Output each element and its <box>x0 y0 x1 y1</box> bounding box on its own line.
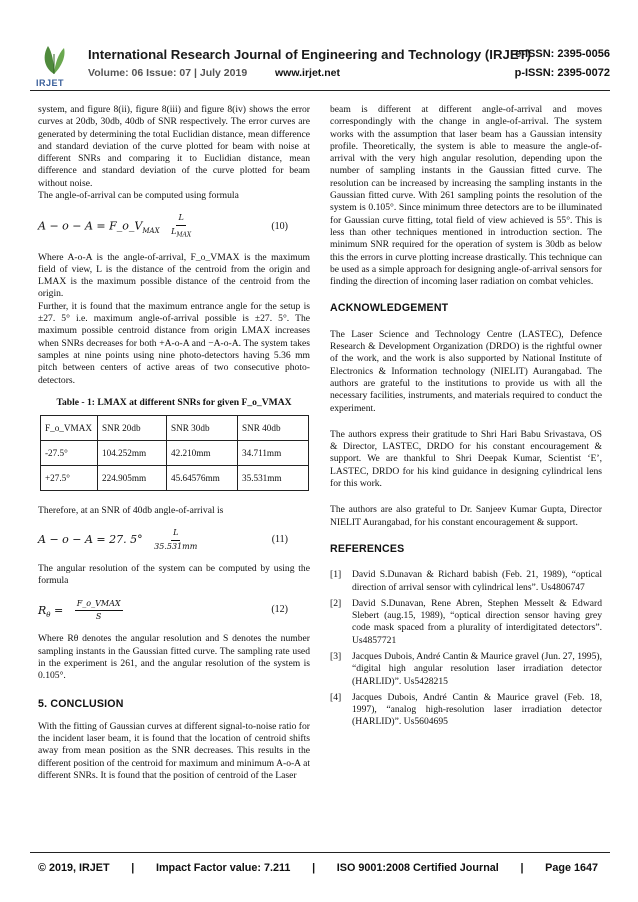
table-header-cell: SNR 40db <box>238 416 309 441</box>
table-cell: 104.252mm <box>98 441 167 466</box>
table-cell: -27.5° <box>41 441 98 466</box>
paragraph: The angle-of-arrival can be computed using formula <box>38 190 239 202</box>
page-footer <box>38 862 598 874</box>
reference-item <box>330 692 602 729</box>
volume-issue: Volume: 06 Issue: 07 | July 2019 <box>88 67 248 79</box>
reference-number: [4] <box>330 691 342 703</box>
footer-separator: | <box>520 862 524 874</box>
eq-den-sub: MAX <box>176 231 192 239</box>
table-cell: 45.64576mm <box>167 466 238 491</box>
table-header-cell: F_o_VMAX <box>41 416 98 441</box>
equation-number: (10) <box>271 220 288 232</box>
paragraph: The angular resolution of the system can be computed by using the formula <box>38 563 310 587</box>
reference-text: David S.Dunavan, Rene Abren, Stephen Messelt & Edward Slebert (aug.15, 1989), “optical direction sensor having grey code mask spaced from a plurality of interdigitated detectors”. Us4857721 <box>352 597 602 646</box>
reference-number: [2] <box>330 597 342 609</box>
equation-number: (11) <box>271 534 288 546</box>
table-caption: Table - 1: LMAX at different SNRs for given F_o_VMAX <box>56 396 292 408</box>
paragraph: The authors are also grateful to Dr. Sanjeev Kumar Gupta, Director NIELIT Aurangabad, for his constant encouragement & support. <box>330 504 602 528</box>
paragraph: Further, it is found that the maximum entrance angle for the setup is ±27. 5° i.e. maximum angle-of-arrival possible is ±27. 5°. The maximum possible centroid distance from origin LMAX increases when SNRs decreases for both +A-o-A and −A-o-A. The system takes samples at nine points using nine photo-detectors having 5.36 mm pitch between centers of active areas of two consecutive photo-detectors. <box>38 300 310 386</box>
table-cell: 42.210mm <box>167 441 238 466</box>
p-issn: p-ISSN: 2395-0072 <box>514 67 610 79</box>
e-issn: e-ISSN: 2395-0056 <box>515 48 610 60</box>
table-header-cell: SNR 30db <box>167 416 238 441</box>
section-heading-conclusion: 5. CONCLUSION <box>38 698 124 711</box>
eq-denominator: L <box>171 226 177 236</box>
table-cell: 224.905mm <box>98 466 167 491</box>
eq-sub: θ <box>46 610 51 619</box>
reference-number: [3] <box>330 650 342 662</box>
lmax-table <box>40 415 309 491</box>
reference-text: Jacques Dubois, André Cantin & Maurice gravel (Jun. 27, 1995), “digital high angular resolution laser irradiation detector (HARLID)”. Us5428215 <box>352 650 602 687</box>
eq-denominator: 35.531mm <box>154 541 198 551</box>
left-column <box>38 104 310 782</box>
table-header-row <box>41 416 309 441</box>
footer-separator: | <box>131 862 135 874</box>
footer-rule <box>30 852 610 853</box>
leaf-logo-icon <box>36 42 72 76</box>
equation-10 <box>38 212 310 241</box>
equation-12: $R_\theta$ = $\frac{\text{F\_o\_VMAX}}{S}$ (12) <box>38 598 310 624</box>
footer-page-number: Page 1647 <box>545 862 598 874</box>
eq-lhs: R <box>38 603 47 617</box>
journal-header <box>30 42 610 86</box>
paragraph: Where Rθ denotes the angular resolution and S denotes the number sampling instants in the Gaussian fitted curve. The sampling rate used in the experiment is 261, and the angular resolution of the system is 0.105°. <box>38 633 310 682</box>
journal-website: www.irjet.net <box>275 67 340 79</box>
eq-numerator: L <box>171 527 180 540</box>
eq-lhs: A − o − A = 27. 5° <box>38 533 143 547</box>
reference-text: David S.Dunavan & Richard babish (Feb. 21, 1989), “optical direction of arrival sensor with cylindrical lens”. Us4806747 <box>352 569 602 593</box>
journal-title: International Research Journal of Engineering and Technology (IRJET) <box>88 47 532 62</box>
eq-sub: MAX <box>142 227 160 236</box>
paragraph: The authors express their gratitude to Shri Hari Babu Srivastava, OS & Director, LASTEC, DRDO for his constant encouragement & support. We are thankful to Shri Deepak Kumar, Scientist ‘E’, LASTEC, DRDO for his kind guidance in designing cylindrical lens for this work. <box>330 428 602 490</box>
reference-number: [1] <box>330 569 342 581</box>
paragraph: Where A-o-A is the angle-of-arrival, F_o_VMAX is the maximum field of view, L is the distance of the centroid from the origin and LMAX is the maximum possible distance of the centroid from the origin. <box>38 251 310 300</box>
irjet-logo <box>36 42 72 86</box>
footer-iso: ISO 9001:2008 Certified Journal <box>336 862 499 874</box>
right-column <box>330 104 602 733</box>
eq-numerator: L <box>176 212 185 225</box>
header-rule <box>30 90 610 91</box>
eq-denominator: S <box>95 611 102 621</box>
reference-item <box>330 651 602 688</box>
logo-text: IRJET <box>36 78 65 88</box>
eq-lhs: A − o − A = F_o_V <box>38 219 143 233</box>
reference-item <box>330 569 602 594</box>
reference-text: Jacques Dubois, André Cantin & Maurice gravel (Feb. 18, 1997), “analog high-resolution laser irradiation detector (HARLID)”. Us5604695 <box>352 691 602 728</box>
paragraph: Therefore, at an SNR of 40db angle-of-arrival is <box>38 505 224 517</box>
table-header-cell: SNR 20db <box>98 416 167 441</box>
section-heading-references: REFERENCES <box>330 542 405 555</box>
table-cell: 34.711mm <box>238 441 309 466</box>
table-row <box>41 441 309 466</box>
paragraph: The Laser Science and Technology Centre (LASTEC), Defence Research & Development Organization (DRDO) is the rightful owner of the work, and the work is also supported by National Institute of Electronics & Information technology (NIELIT) Aurangabad. The authors are grateful to the institutions to provide us with all the necessary facilities, instruments, and materials required to conduct the experiment. <box>330 328 602 414</box>
eq-numerator: F_o_VMAX <box>75 598 123 611</box>
paragraph: With the fitting of Gaussian curves at different signal-to-noise ratio for the incident laser beam, it is found that the location of centroid shifts away from mean position as the SNR decreases. This results in the different position of the centroid for maximum and minimum A-o-A at different SNRs. It is found that the position of centroid of the Laser <box>38 720 310 781</box>
reference-item <box>330 598 602 647</box>
paragraph: system, and figure 8(ii), figure 8(iii) and figure 8(iv) shows the error curves at 20db, 30db, 40db of SNR respectively. The error curves are generated by determining the total Euclidian distance, mean difference and standard deviation of the curve plotted for beam with noise at different SNRs and comparing it to Euclidian distance, mean difference and standard deviation of the curve plotted for beam without noise. <box>38 104 310 189</box>
table-cell: +27.5° <box>41 466 98 491</box>
table-row <box>41 466 309 491</box>
table-cell: 35.531mm <box>238 466 309 491</box>
section-heading-acknowledgement: ACKNOWLEDGEMENT <box>330 302 449 315</box>
equation-11 <box>38 527 310 553</box>
footer-impact-factor: Impact Factor value: 7.211 <box>155 862 291 874</box>
footer-copyright: © 2019, IRJET <box>38 862 110 874</box>
equation-number: (12) <box>271 604 288 616</box>
footer-separator: | <box>312 862 316 874</box>
paragraph: beam is different at different angle-of-arrival and moves correspondingly with the change in angle-of-arrival. The system works with the assumption that laser beam has a Gaussian intensity profile. Theoretically, the system is able to measure the angle-of-arrival with the very high angular resolution, depending upon the number of sampling instants in the Gaussian fitted curve. The resolution can be increased by increasing the sampling instants in the Gaussian fitted curve. With 261 sampling points the resolution of the system is 0.105°. Since minimum three detectors are to be illuminated for Gaussian curve fitting, total field of view achieved is 55°. This is less than other techniques mentioned in introduction section. The minimum SNR required for the operation of system is 30db as below this the errors in curve plotting increase drastically. This technique can be used as a simple approach for designing angle-of-arrival sensors for finding the direction of incoming laser radiation on combat vehicles. <box>330 104 602 288</box>
